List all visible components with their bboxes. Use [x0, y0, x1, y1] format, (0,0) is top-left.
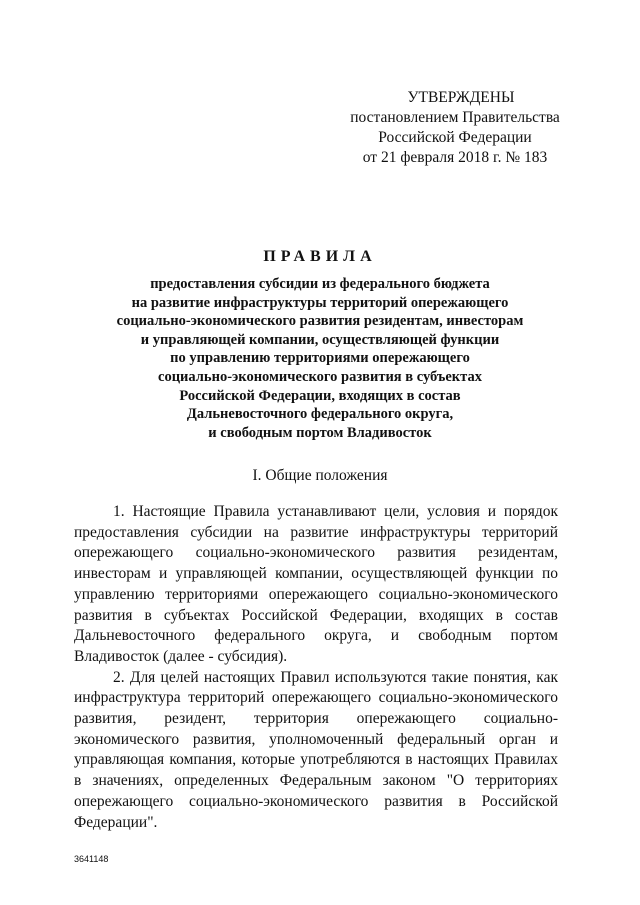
subtitle-line: по управлению территориями опережающего [170, 350, 470, 367]
document-title: ПРАВИЛА [263, 248, 377, 265]
document-subtitle [60, 275, 580, 442]
subtitle-line: и свободным портом Владивосток [208, 424, 432, 441]
subtitle-line: и управляющей компании, осуществляющей функции [140, 331, 500, 348]
subtitle-line: Дальневосточного федерального округа, [186, 406, 454, 423]
approval-block [340, 88, 570, 168]
document-code: 3641148 [74, 854, 109, 864]
subtitle-line: социально-экономического развития резидентам, инвесторам [116, 313, 524, 330]
subtitle-line: Российской Федерации, входящих в состав [179, 387, 461, 404]
paragraph-2: 2. Для целей настоящих Правил используются такие понятия, как инфраструктура территорий опережающего социально-экономического развития, резидент, территория опережающего социально-экономического развития, уполномоченный федеральный орган и управляющая компания, которые употребляются в настоящих Правилах в значениях, определенных Федеральным законом "О территориях опережающего социально-экономического развития в Российской Федерации". [74, 668, 558, 831]
subtitle-line: социально-экономического развития в субъектах [158, 368, 482, 385]
document-body [74, 502, 558, 833]
subtitle-line: предоставления субсидии из федерального бюджета [150, 276, 490, 292]
section-heading: I. Общие положения [252, 467, 388, 484]
approval-line-3: от 21 февраля 2018 г. № 183 [362, 149, 548, 166]
approval-heading: УТВЕРЖДЕНЫ [407, 89, 515, 106]
approval-line-2: Российской Федерации [378, 129, 532, 146]
approval-line-1: постановлением Правительства [350, 109, 560, 126]
paragraph-1: 1. Настоящие Правила устанавливают цели, условия и порядок предоставления субсидии на развитие инфраструктуры территорий опережающего социально-экономического развития резидентам, инвесторам и управляющей компании, осуществляющей функции по управлению территориями опережающего социально-экономического развития в субъектах Российской Федерации, входящих в состав Дальневосточного федерального округа, и свободным портом Владивосток (далее - субсидия). [74, 503, 558, 665]
subtitle-line: на развитие инфраструктуры территорий опережающего [131, 294, 509, 311]
